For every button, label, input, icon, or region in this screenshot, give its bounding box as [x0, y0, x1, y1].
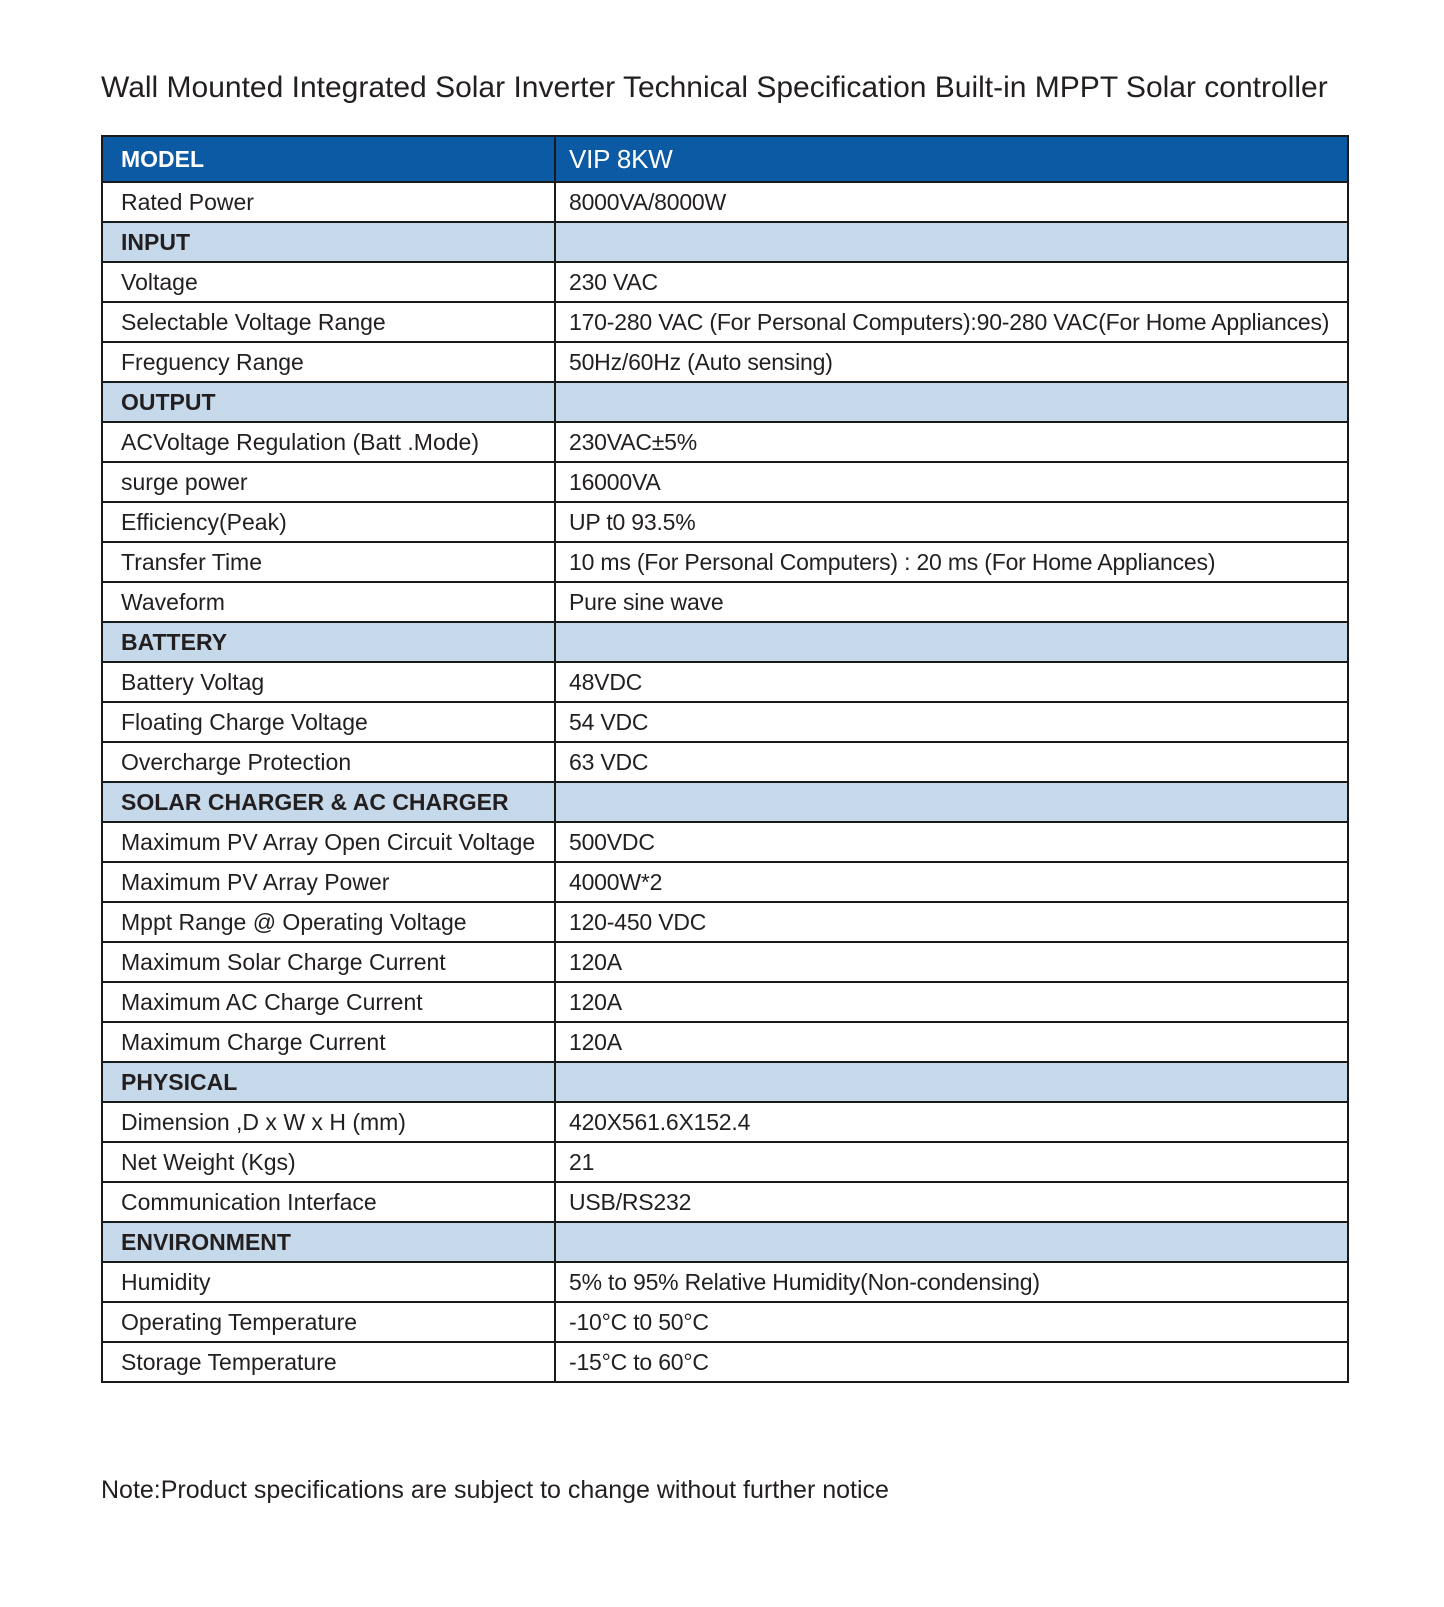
spec-value: UP t0 93.5% — [555, 502, 1348, 542]
spec-label: Maximum PV Array Power — [102, 862, 555, 902]
spec-table-body — [102, 136, 1348, 1382]
spec-value: Pure sine wave — [555, 582, 1348, 622]
spec-value: 230VAC±5% — [555, 422, 1348, 462]
table-row — [102, 822, 1348, 862]
spec-label: Floating Charge Voltage — [102, 702, 555, 742]
section-title: INPUT — [102, 222, 555, 262]
spec-label: Maximum Solar Charge Current — [102, 942, 555, 982]
spec-value: 120A — [555, 1022, 1348, 1062]
spec-value: -10°C t0 50°C — [555, 1302, 1348, 1342]
section-value-cell — [555, 1062, 1348, 1102]
section-header-row — [102, 622, 1348, 662]
spec-value: 16000VA — [555, 462, 1348, 502]
section-header-row — [102, 1062, 1348, 1102]
spec-value: 120A — [555, 982, 1348, 1022]
table-row — [102, 182, 1348, 222]
spec-label: Voltage — [102, 262, 555, 302]
spec-label: Communication Interface — [102, 1182, 555, 1222]
spec-value: 63 VDC — [555, 742, 1348, 782]
spec-label: Transfer Time — [102, 542, 555, 582]
section-value-cell — [555, 222, 1348, 262]
spec-label: Humidity — [102, 1262, 555, 1302]
spec-value: 21 — [555, 1142, 1348, 1182]
spec-value: 420X561.6X152.4 — [555, 1102, 1348, 1142]
spec-label: Maximum AC Charge Current — [102, 982, 555, 1022]
spec-label: surge power — [102, 462, 555, 502]
spec-value: 5% to 95% Relative Humidity(Non-condensing) — [555, 1262, 1348, 1302]
table-row — [102, 422, 1348, 462]
spec-value: -15°C to 60°C — [555, 1342, 1348, 1382]
spec-value: 230 VAC — [555, 262, 1348, 302]
section-value-cell — [555, 382, 1348, 422]
spec-label: Dimension ,D x W x H (mm) — [102, 1102, 555, 1142]
section-value-cell — [555, 782, 1348, 822]
spec-label: Net Weight (Kgs) — [102, 1142, 555, 1182]
spec-label: Rated Power — [102, 182, 555, 222]
section-title: BATTERY — [102, 622, 555, 662]
spec-label: Mppt Range @ Operating Voltage — [102, 902, 555, 942]
spec-value: 170-280 VAC (For Personal Computers):90-280 VAC(For Home Appliances) — [555, 302, 1348, 342]
section-header-row — [102, 222, 1348, 262]
spec-label: Freguency Range — [102, 342, 555, 382]
table-row — [102, 1022, 1348, 1062]
spec-label: Overcharge Protection — [102, 742, 555, 782]
section-title: PHYSICAL — [102, 1062, 555, 1102]
spec-value: 500VDC — [555, 822, 1348, 862]
table-row — [102, 462, 1348, 502]
table-row — [102, 302, 1348, 342]
spec-value: 120-450 VDC — [555, 902, 1348, 942]
section-header-row — [102, 1222, 1348, 1262]
table-row — [102, 702, 1348, 742]
spec-value: 10 ms (For Personal Computers) : 20 ms (For Home Appliances) — [555, 542, 1348, 582]
section-value-cell — [555, 1222, 1348, 1262]
table-row — [102, 742, 1348, 782]
spec-value: 54 VDC — [555, 702, 1348, 742]
table-row — [102, 902, 1348, 942]
spec-value: 4000W*2 — [555, 862, 1348, 902]
model-label: MODEL — [102, 136, 555, 182]
table-row — [102, 862, 1348, 902]
table-row — [102, 1102, 1348, 1142]
section-header-row — [102, 382, 1348, 422]
spec-label: Battery Voltag — [102, 662, 555, 702]
spec-value: USB/RS232 — [555, 1182, 1348, 1222]
table-row — [102, 982, 1348, 1022]
section-value-cell — [555, 622, 1348, 662]
table-row — [102, 342, 1348, 382]
spec-value: 50Hz/60Hz (Auto sensing) — [555, 342, 1348, 382]
footnote: Note:Product specifications are subject to change without further notice — [101, 1476, 889, 1504]
table-header-row — [102, 136, 1348, 182]
spec-label: Storage Temperature — [102, 1342, 555, 1382]
table-row — [102, 262, 1348, 302]
section-title: OUTPUT — [102, 382, 555, 422]
table-row — [102, 1302, 1348, 1342]
section-title: ENVIRONMENT — [102, 1222, 555, 1262]
spec-value: 8000VA/8000W — [555, 182, 1348, 222]
spec-label: Efficiency(Peak) — [102, 502, 555, 542]
spec-label: Operating Temperature — [102, 1302, 555, 1342]
table-row — [102, 502, 1348, 542]
spec-value: 120A — [555, 942, 1348, 982]
table-row — [102, 942, 1348, 982]
table-row — [102, 1262, 1348, 1302]
table-row — [102, 542, 1348, 582]
table-row — [102, 582, 1348, 622]
section-title: SOLAR CHARGER & AC CHARGER — [102, 782, 555, 822]
spec-value: 48VDC — [555, 662, 1348, 702]
spec-table — [101, 135, 1349, 1383]
page-title: Wall Mounted Integrated Solar Inverter Technical Specification Built-in MPPT Solar controller — [101, 71, 1328, 104]
spec-label: Maximum PV Array Open Circuit Voltage — [102, 822, 555, 862]
spec-label: Waveform — [102, 582, 555, 622]
model-value: VIP 8KW — [555, 136, 1348, 182]
table-row — [102, 1342, 1348, 1382]
table-row — [102, 1142, 1348, 1182]
spec-label: Selectable Voltage Range — [102, 302, 555, 342]
spec-label: Maximum Charge Current — [102, 1022, 555, 1062]
section-header-row — [102, 782, 1348, 822]
table-row — [102, 662, 1348, 702]
spec-label: ACVoltage Regulation (Batt .Mode) — [102, 422, 555, 462]
table-row — [102, 1182, 1348, 1222]
